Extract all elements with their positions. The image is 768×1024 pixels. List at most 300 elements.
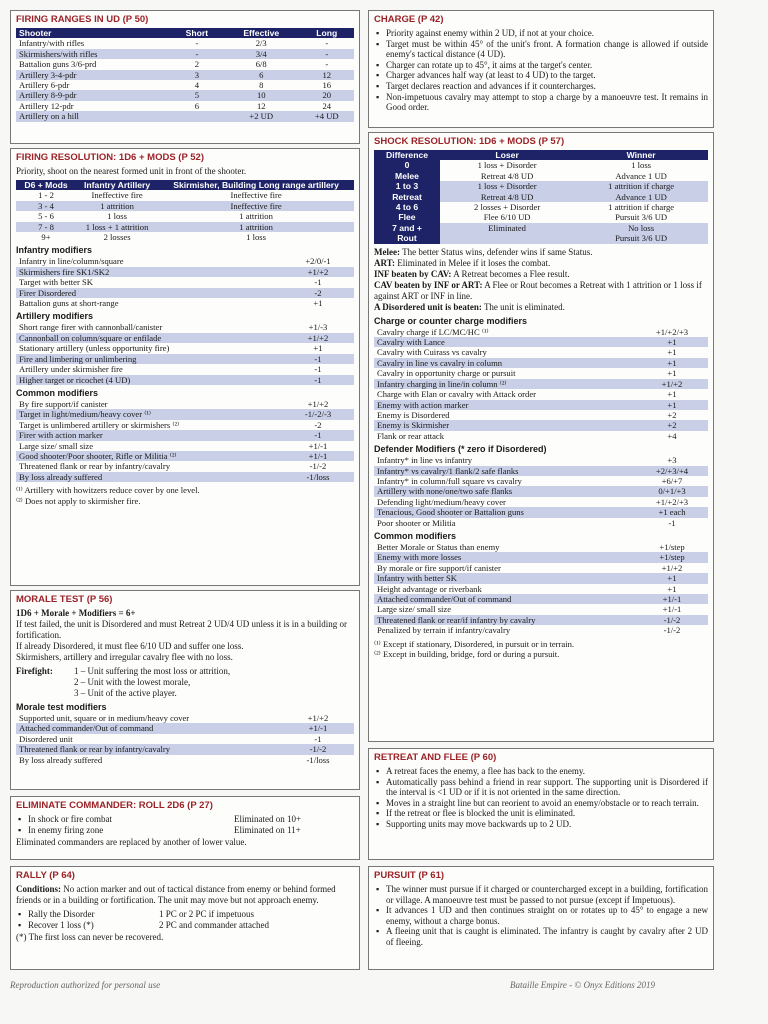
table-cell: Enemy with more losses — [374, 552, 636, 562]
table-cell: 1 loss — [246, 232, 266, 243]
shock-cell: Advance 1 UD — [574, 192, 708, 202]
bullet-item: ▪ Charger can rotate up to 45°, it aims at the target's center. — [374, 60, 708, 71]
defender-modifiers-table — [374, 455, 708, 528]
table-row — [374, 389, 708, 399]
rally-conditions: Conditions: No action marker and out of tactical distance from enemy or behind formed friends or in a building or fortification. The unit may move but not approach enemy. — [16, 884, 336, 905]
shock-note: INF beaten by CAV: A Retreat becomes a Flee result. — [374, 268, 570, 279]
col-shooter: Shooter — [16, 28, 171, 38]
table-cell: -1 — [314, 277, 322, 288]
table-cell — [171, 111, 223, 121]
table-row — [16, 441, 354, 451]
table-row — [374, 594, 708, 604]
table-cell: 6 — [194, 100, 200, 111]
shock-cell: 2 losses + Disorder — [474, 202, 541, 213]
table-cell: Height advantage or riverbank — [377, 583, 482, 594]
table-cell: Threatened flank or rear by infantry/cavalry — [19, 461, 171, 472]
firing-resolution-panel — [10, 148, 360, 586]
table-cell: +2/0/-1 — [305, 256, 331, 267]
table-row — [374, 466, 708, 476]
morale-modifiers-heading: Morale test modifiers — [16, 702, 107, 712]
bullet-item: ▪ It advances 1 UD and then continues straight on or rotates up to 45° to engage a new enemy, without a charge bonus. — [374, 905, 708, 926]
table-cell: -2 — [314, 419, 322, 430]
rally-panel — [10, 866, 360, 970]
shock-resolution-title: SHOCK RESOLUTION: 1D6 + MODS (P 57) — [374, 136, 565, 147]
table-cell: Charge with Elan or cavalry with Attack order — [377, 389, 537, 400]
table-row — [16, 101, 354, 111]
bullet-item: ▪ Moves in a straight line but can reorient to avoid an enemy/obstacle or to reach terrain. — [374, 798, 708, 809]
table-cell: +1 — [636, 400, 708, 410]
table-cell: Disordered unit — [19, 733, 73, 744]
table-row — [374, 625, 708, 635]
table-cell: Target is unlimbered artillery or skirmishers ⁽²⁾ — [19, 419, 180, 430]
table-cell: - — [325, 38, 329, 49]
morale-modifiers-table — [16, 713, 354, 765]
shock-note: Melee: The better Status wins, defender wins if same Status. — [374, 246, 593, 257]
table-cell: +1 — [636, 337, 708, 347]
table-cell: 1 attrition — [76, 201, 158, 211]
table-cell: -1/-2 — [309, 461, 327, 472]
table-cell: 3 — [171, 70, 223, 80]
table-cell: +4 — [667, 430, 677, 441]
bullet-item: ▪ If the retreat or flee is blocked the unit is eliminated. — [374, 808, 708, 819]
charge-modifiers-table — [374, 327, 708, 441]
table-cell: 20 — [300, 90, 354, 100]
table-cell: +1/-1 — [282, 723, 354, 733]
table-row — [16, 472, 354, 482]
table-row — [16, 461, 354, 471]
table-cell: Defending light/medium/heavy cover — [377, 496, 506, 507]
table-cell: Penalized by terrain if infantry/cavalry — [377, 625, 511, 636]
table-row — [16, 49, 354, 59]
bullet-item: ▪ Target declares reaction and advances if it countercharges. — [374, 81, 708, 92]
table-cell: 1 attrition — [158, 222, 354, 232]
table-row — [16, 430, 354, 440]
table-cell: By loss already suffered — [19, 754, 103, 765]
table-cell: -1 — [314, 733, 322, 744]
table-cell: 5 — [171, 90, 223, 100]
rally-row-2: ▪ Recover 1 loss (*) 2 PC and commander attached — [16, 920, 354, 931]
table-cell: -1 — [282, 375, 354, 385]
col-d6-mods: D6 + Mods — [16, 180, 76, 190]
table-cell: +1/-1 — [282, 451, 354, 461]
morale-test-panel — [10, 590, 360, 790]
table-cell: Attached commander/Out of command — [16, 723, 282, 733]
shock-row — [374, 171, 708, 181]
rally-note: (*) The first loss can never be recovered. — [16, 932, 164, 943]
table-cell: 0/+1/+3 — [636, 486, 708, 496]
bullet-item: ▪ Charger advances half way (at least to 4 UD) to the target. — [374, 70, 708, 81]
table-row — [16, 201, 354, 211]
table-cell: 2 losses — [103, 232, 131, 243]
eliminate-row-2: ▪ In enemy firing zone Eliminated on 11+ — [16, 825, 354, 836]
table-row — [16, 713, 354, 723]
table-cell: Infantry/with rifles — [19, 38, 85, 49]
charge-modifiers-heading: Charge or counter charge modifiers — [374, 315, 528, 326]
table-cell: Infantry* in line vs infantry — [377, 455, 472, 466]
shock-row — [374, 160, 708, 170]
table-row — [16, 723, 354, 733]
table-cell: -1/-2 — [636, 615, 708, 625]
table-cell: Battalion guns 3/6-prd — [19, 59, 97, 70]
table-cell: Target in light/medium/heavy cover ⁽¹⁾ — [16, 409, 282, 419]
table-row — [374, 420, 708, 430]
shock-cell: 4 to 6 — [374, 202, 440, 212]
table-row — [374, 486, 708, 496]
shock-row — [374, 192, 708, 202]
shock-cell: Advance 1 UD — [615, 170, 667, 181]
shock-resolution-panel — [368, 132, 714, 742]
col-infantry-artillery: Infantry Artillery — [76, 180, 158, 190]
shock-row — [374, 181, 708, 191]
table-row — [16, 256, 354, 266]
table-cell: Infantry* vs cavalry/1 flank/2 safe flanks — [374, 466, 636, 476]
table-cell: Infantry* in column/full square vs cavalry — [377, 475, 522, 486]
pursuit-panel — [368, 866, 714, 970]
table-cell: Enemy with action marker — [374, 400, 636, 410]
table-row — [374, 604, 708, 614]
table-cell: 4 — [194, 80, 200, 91]
table-cell: +1/step — [659, 541, 685, 552]
table-cell: +1 each — [636, 507, 708, 517]
table-cell: 3 - 4 — [16, 201, 76, 211]
table-cell: +1/+2 — [661, 562, 683, 573]
table-cell: Battalion guns at short-range — [19, 298, 119, 309]
morale-text-3: Skirmishers, artillery and irregular cavalry flee with no loss. — [16, 652, 233, 662]
table-cell: +1/+2/+3 — [655, 496, 689, 507]
pursuit-title: PURSUIT (P 61) — [374, 870, 445, 881]
table-cell: Fire and limbering or unlimbering — [16, 354, 282, 364]
shock-row — [374, 233, 708, 243]
rally-title: RALLY (P 64) — [16, 870, 75, 881]
table-row — [374, 507, 708, 517]
table-row — [16, 298, 354, 308]
table-cell: Enemy is Disordered — [377, 409, 450, 420]
shock-row — [374, 202, 708, 212]
col-effective: Effective — [223, 28, 300, 38]
bullet-item: ▪ Target must be within 45° of the unit's front. A formation change is allowed if outside enemy's tactical distance (4 UD). — [374, 39, 708, 60]
table-cell: +1/+2 — [636, 379, 708, 389]
table-row — [374, 542, 708, 552]
table-row — [374, 410, 708, 420]
defender-modifiers-heading: Defender Modifiers (* zero if Disordered) — [374, 444, 547, 455]
table-cell: Enemy is Skirmisher — [374, 420, 636, 430]
col-skirmisher: Skirmisher, Building Long range artillery — [158, 180, 354, 190]
shock-footnote-1: ⁽¹⁾ Except if stationary, Disordered, in pursuit or in terrain. — [374, 638, 575, 649]
table-cell: - — [171, 49, 223, 59]
morale-text-1: If test failed, the unit is Disordered and must Retreat 2 UD/4 UD unless it is in a building or fortification. — [16, 619, 347, 640]
table-cell: +1/-1 — [308, 440, 328, 451]
table-cell: Infantry in line/column/square — [19, 256, 124, 267]
morale-formula: 1D6 + Morale + Modifiers = 6+ — [16, 608, 136, 618]
table-row — [374, 563, 708, 573]
table-cell: Large size/ small size — [19, 440, 94, 451]
table-cell: +1/+2 — [282, 267, 354, 277]
table-cell: Cannonball on column/square or enfilade — [16, 333, 282, 343]
shock-cell: 7 and + — [374, 223, 440, 233]
table-cell: Cavalry with Cuirass vs cavalry — [377, 347, 487, 358]
table-row — [374, 518, 708, 528]
table-cell: Artillery under skirmisher fire — [19, 364, 123, 375]
table-cell: Poor shooter or Militia — [377, 517, 456, 528]
table-cell: Cavalry in line vs cavalry in column — [374, 358, 636, 368]
table-row — [16, 267, 354, 277]
shock-row — [374, 223, 708, 233]
shock-cell: No loss — [574, 223, 708, 233]
table-cell: Target with better SK — [19, 277, 93, 288]
table-cell: Firer Disordered — [16, 288, 282, 298]
table-cell: +2 — [667, 409, 677, 420]
table-row — [374, 327, 708, 337]
morale-text-2: If already Disordered, it must flee 6/10 UD and suffer one loss. — [16, 641, 244, 651]
table-row — [16, 409, 354, 419]
table-row — [374, 476, 708, 486]
table-cell: -1 — [668, 517, 676, 528]
table-cell: Ineffective fire — [230, 190, 282, 201]
table-cell: Threatened flank or rear by infantry/cavalry — [16, 744, 282, 754]
table-cell: 6/8 — [255, 59, 267, 70]
table-cell: -1/-2 — [282, 744, 354, 754]
table-cell: - — [325, 59, 329, 70]
shock-note: ART: Eliminated in Melee if it loses the combat. — [374, 257, 551, 268]
infantry-modifiers-heading: Infantry modifiers — [16, 245, 93, 256]
retreat-flee-title: RETREAT AND FLEE (P 60) — [374, 752, 497, 763]
shock-cell: 1 loss + Disorder — [477, 160, 537, 171]
table-row — [374, 455, 708, 465]
shock-cell: Retreat 4/8 UD — [480, 170, 534, 181]
shock-footnote-2: ⁽²⁾ Except in building, bridge, ford or during a pursuit. — [374, 649, 560, 660]
table-cell: +1/+2 — [307, 713, 329, 723]
table-cell: 7 - 8 — [16, 222, 76, 232]
table-cell: Cavalry in opportunity charge or pursuit — [377, 368, 516, 379]
footnote-2: ⁽²⁾ Does not apply to skirmisher fire. — [16, 495, 141, 506]
table-cell: +2 UD — [223, 111, 300, 121]
shock-cell: Melee — [374, 171, 440, 181]
table-cell: +1 — [667, 389, 677, 400]
table-cell: Infantry with better SK — [374, 573, 636, 583]
table-cell: By loss already suffered — [16, 472, 282, 482]
shock-cell: 0 — [374, 160, 440, 170]
table-row — [374, 400, 708, 410]
table-row — [374, 497, 708, 507]
table-row — [16, 399, 354, 409]
table-cell: 16 — [322, 80, 332, 91]
table-row — [374, 347, 708, 357]
table-cell: 1 - 2 — [38, 190, 54, 201]
table-cell: - — [300, 49, 354, 59]
table-cell: Cavalry charge if LC/MC/HC ⁽¹⁾ — [377, 326, 489, 337]
table-row — [16, 211, 354, 221]
table-cell: Artillery 8-9-pdr — [16, 90, 171, 100]
firing-resolution-title: FIRING RESOLUTION: 1D6 + MODS (P 52) — [16, 152, 205, 163]
table-cell: +1 — [667, 347, 677, 358]
shock-cell: Rout — [374, 233, 440, 243]
table-row — [16, 111, 354, 121]
table-cell: 10 — [223, 90, 300, 100]
table-cell: +1/-1 — [662, 604, 682, 615]
firing-ranges-title: FIRING RANGES IN UD (P 50) — [16, 14, 149, 25]
firefight-label: Firefight: — [16, 666, 53, 676]
table-row — [16, 364, 354, 374]
col-difference: Difference — [374, 150, 440, 160]
table-cell: Infantry charging in line/in column ⁽²⁾ — [374, 379, 636, 389]
table-cell: Firer with action marker — [16, 430, 282, 440]
table-cell: +2 — [636, 420, 708, 430]
table-row — [16, 190, 354, 200]
table-row — [374, 573, 708, 583]
table-cell: 9+ — [41, 232, 51, 243]
table-cell: 1 loss — [107, 211, 127, 222]
table-cell: +1/-3 — [308, 322, 328, 333]
col-short: Short — [171, 28, 223, 38]
eliminate-note: Eliminated commanders are replaced by another of lower value. — [16, 837, 247, 848]
table-row — [374, 358, 708, 368]
table-cell: -1/-2/-3 — [282, 409, 354, 419]
table-row — [374, 615, 708, 625]
table-cell: Tenacious, Good shooter or Battalion guns — [374, 507, 636, 517]
col-long: Long — [300, 28, 354, 38]
table-cell: +1 — [667, 368, 677, 379]
table-cell: +1/+2/+3 — [655, 326, 689, 337]
table-cell: +1/+2 — [282, 333, 354, 343]
table-cell: Better Morale or Status than enemy — [377, 541, 500, 552]
firing-priority-text: Priority, shoot on the nearest formed unit in front of the shooter. — [16, 166, 247, 176]
shock-cell: Retreat 4/8 UD — [440, 192, 574, 202]
firing-resolution-table — [16, 180, 354, 242]
table-cell: - — [195, 38, 199, 49]
table-cell: 1 loss + 1 attrition — [76, 222, 158, 232]
table-row — [16, 70, 354, 80]
table-row — [16, 222, 354, 232]
bullet-item: ▪ Non-impetuous cavalry may attempt to stop a charge by a manoeuvre test. It remains in Good order. — [374, 92, 708, 113]
footer-right: Bataille Empire - © Onyx Editions 2019 — [510, 980, 655, 990]
table-row — [16, 277, 354, 287]
table-row — [16, 333, 354, 343]
firefight-3: 3 – Unit of the active player. — [74, 688, 177, 698]
artillery-modifiers-table — [16, 322, 354, 384]
table-cell: By morale or fire support/if canister — [377, 562, 501, 573]
table-cell: Large size/ small size — [377, 604, 452, 615]
bullet-item: ▪ Supporting units may move backwards up to 2 UD. — [374, 819, 708, 830]
table-cell: Threatened flank or rear/if infantry by cavalry — [374, 615, 636, 625]
table-cell: +2/+3/+4 — [636, 466, 708, 476]
shock-cell: 1 attrition if charge — [574, 181, 708, 191]
table-cell: Skirmishers fire SK1/SK2 — [16, 267, 282, 277]
table-cell: -1 — [314, 364, 322, 375]
bullet-item: ▪ A fleeing unit that is caught is eliminated. The infantry is caught by cavalry after 2 UD of fleeing. — [374, 926, 708, 947]
shock-cell: Flee — [374, 212, 440, 222]
table-row — [16, 232, 354, 242]
table-cell: Stationary artillery (unless opportunity fire) — [19, 343, 170, 354]
shock-cell: Pursuit 3/6 UD — [574, 233, 708, 243]
table-cell: +1 — [636, 358, 708, 368]
table-row — [16, 375, 354, 385]
infantry-modifiers-table — [16, 256, 354, 308]
table-cell: +3 — [667, 455, 677, 466]
table-cell: +1/-1 — [636, 594, 708, 604]
shock-note: CAV beaten by INF or ART: A Flee or Rout becomes a Retreat with 1 attrition or 1 loss if against ART or INF in line. — [374, 279, 702, 301]
table-cell: -2 — [282, 288, 354, 298]
artillery-modifiers-heading: Artillery modifiers — [16, 311, 94, 322]
bullet-item: ▪ Automatically pass behind a friend in rear support. The supporting unit is Disordered if the interval is <1 UD or if it is not oriented in the same direction. — [374, 777, 708, 798]
table-cell: Attached commander/Out of command — [374, 594, 636, 604]
table-cell: Artillery with none/one/two safe flanks — [374, 486, 636, 496]
table-row — [374, 552, 708, 562]
table-cell: -1/loss — [306, 754, 330, 765]
eliminate-commander-panel — [10, 796, 360, 860]
morale-test-title: MORALE TEST (P 56) — [16, 594, 113, 605]
table-cell: -1/loss — [282, 472, 354, 482]
shock-cell: 1 loss — [631, 160, 652, 171]
common-modifiers-heading: Common modifiers — [16, 387, 99, 398]
table-cell: Good shooter/Poor shooter, Rifle or Militia ⁽²⁾ — [16, 451, 282, 461]
table-cell: +1 — [313, 343, 323, 354]
table-cell: +1 — [667, 583, 677, 594]
table-cell: 6 — [223, 70, 300, 80]
shock-common-modifiers-table — [374, 542, 708, 636]
eliminate-row-1: ▪ In shock or fire combat Eliminated on 10+ — [16, 814, 354, 825]
table-cell: Supported unit, square or in medium/heavy cover — [19, 713, 190, 723]
table-cell: Artillery 6-pdr — [19, 80, 70, 91]
charge-title: CHARGE (P 42) — [374, 14, 444, 25]
table-row — [16, 354, 354, 364]
shock-cell: Flee 6/10 UD — [483, 212, 531, 223]
charge-panel — [368, 10, 714, 128]
table-row — [374, 379, 708, 389]
table-row — [16, 451, 354, 461]
common-modifiers-table — [16, 399, 354, 482]
shock-common-modifiers-heading: Common modifiers — [374, 530, 457, 541]
shock-note: A Disordered unit is beaten: The unit is eliminated. — [374, 301, 565, 312]
firing-ranges-table — [16, 28, 354, 122]
table-cell: +6/+7 — [661, 475, 683, 486]
table-row — [374, 584, 708, 594]
table-row — [374, 431, 708, 441]
table-row — [16, 755, 354, 765]
table-cell: +1 — [636, 573, 708, 583]
table-cell: -1 — [282, 354, 354, 364]
firing-ranges-panel — [10, 10, 360, 144]
shock-cell: 1 to 3 — [374, 181, 440, 191]
table-cell: By fire support/if canister — [19, 398, 108, 409]
table-row — [16, 59, 354, 69]
table-cell: Artillery 3-4-pdr — [16, 70, 171, 80]
table-row — [374, 368, 708, 378]
table-cell: 12 — [300, 70, 354, 80]
table-cell: Artillery 12-pdr — [19, 100, 74, 111]
table-row — [16, 322, 354, 332]
firefight-1: 1 – Unit suffering the most loss or attrition, — [74, 666, 231, 676]
table-row — [374, 337, 708, 347]
table-cell: 2 — [194, 59, 200, 70]
table-cell: Cavalry with Lance — [374, 337, 636, 347]
col-winner: Winner — [574, 150, 708, 160]
table-row — [16, 343, 354, 353]
firefight-2: 2 – Unit with the lowest morale, — [74, 677, 191, 687]
table-cell: +1/step — [636, 552, 708, 562]
eliminate-commander-title: ELIMINATE COMMANDER: ROLL 2D6 (P 27) — [16, 800, 213, 811]
table-cell: 2/3 — [255, 38, 267, 49]
table-cell: 5 - 6 — [38, 211, 54, 222]
table-cell: 24 — [322, 100, 332, 111]
footer-left: Reproduction authorized for personal use — [10, 980, 161, 990]
table-row — [16, 734, 354, 744]
bullet-item: ▪ The winner must pursue if it charged or countercharged except in a building, fortification or village. A manoeuvre test must be passed to not pursue (except if Impetuous). — [374, 884, 708, 905]
shock-cell: Pursuit 3/6 UD — [615, 212, 668, 223]
bullet-item: ▪ A retreat faces the enemy, a flee has back to the enemy. — [374, 766, 708, 777]
shock-cell — [440, 233, 574, 243]
table-row — [16, 38, 354, 48]
table-row — [16, 420, 354, 430]
